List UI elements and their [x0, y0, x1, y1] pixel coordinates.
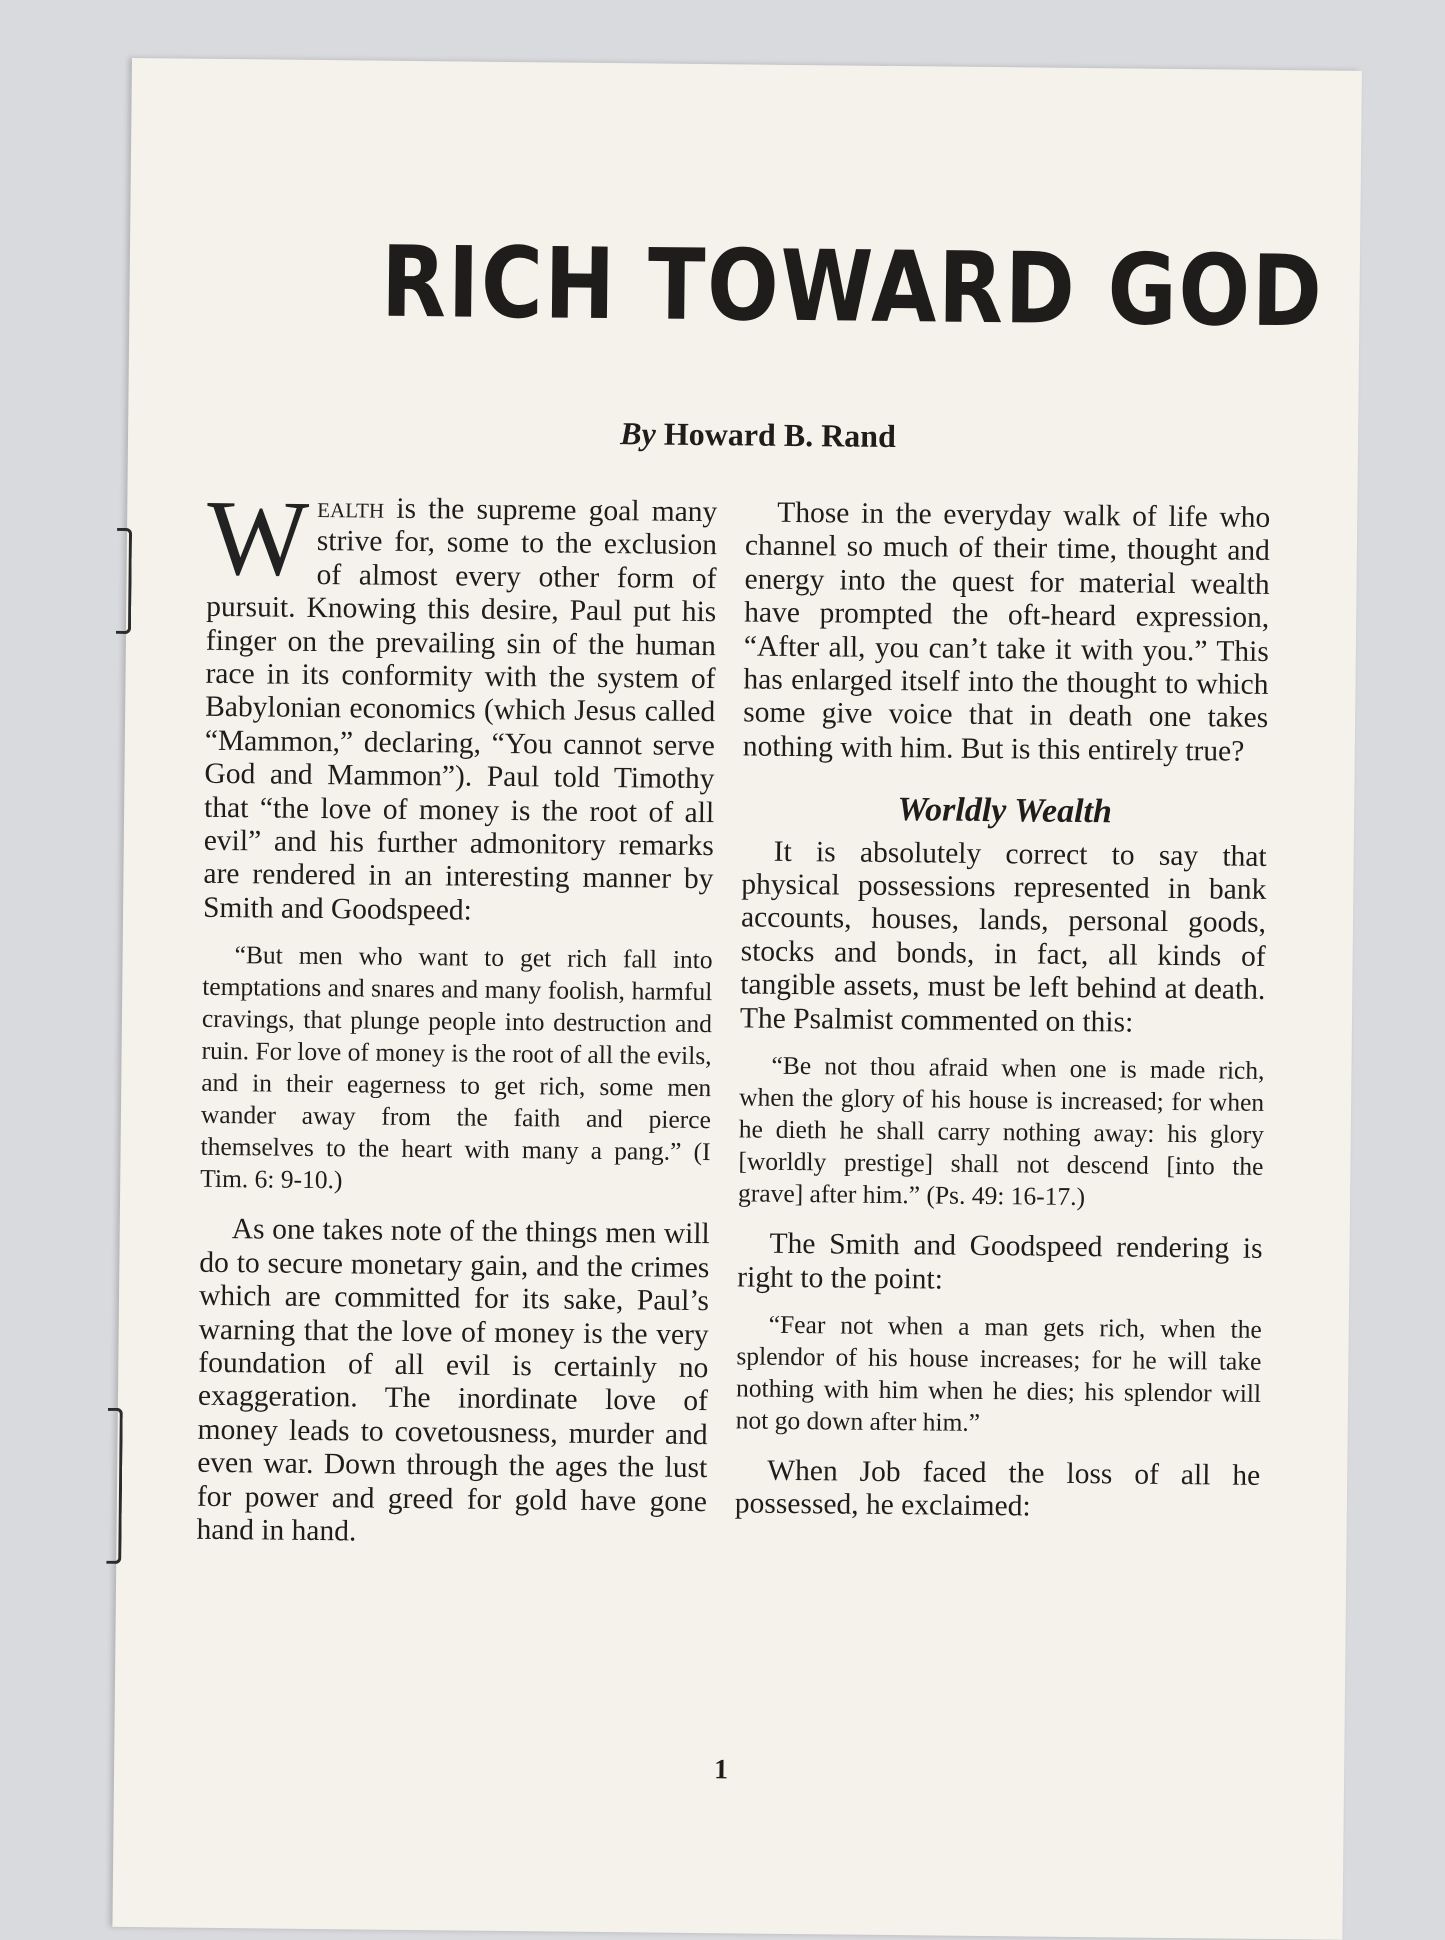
author-name: Howard B. Rand	[663, 415, 897, 455]
staple	[116, 528, 132, 634]
paragraph: Those in the everyday walk of life who channel so much of their time, thought and energy into the quest for material wealth have prompted the oft-heard expression, “After all, you can’t take it with you.” This has enlarged itself into the thought to which some give voice that in death one takes nothing with him. But is this entirely true?	[742, 496, 1271, 768]
subheading: Worldly Wealth	[897, 791, 1113, 831]
first-word-rest: ealth	[317, 491, 385, 525]
block-quote: “Be not thou afraid when one is made rich, when the glory of his house is increased; for when he dieth he shall carry nothing away: his glory [worldly prestige] shall not descend [into the grave] after him.” (Ps. 49: 16-17.)	[737, 1050, 1265, 1212]
staple	[106, 1408, 123, 1564]
drop-cap: W	[206, 478, 310, 599]
right-column	[735, 496, 1271, 1538]
paragraph: When Job faced the loss of all he possessed, he exclaimed:	[734, 1454, 1261, 1523]
paragraph: The Smith and Goodspeed rendering is right to the point:	[737, 1227, 1263, 1296]
byline-prefix: By	[620, 415, 657, 452]
booklet-page	[112, 58, 1362, 1940]
page-number: 1	[713, 1754, 729, 1786]
paragraph-text: is the supreme goal many strive for, some to the exclusion of almost every other form of pursuit. Knowing this desire, Paul put his finger on the prevailing sin of the human race in its conformity with the system of Babylonian economics (which Jesus called “Mammon,” declaring, “You cannot serve God and Mammon”). Paul told Timothy that “the love of money is the root of all evil” and his further admonitory remarks are rendered in an interesting manner by Smith and Goodspeed:	[202, 492, 718, 927]
paragraph: It is absolutely correct to say that physical possessions represented in bank accounts, houses, lands, personal goods, stocks and bonds, in fact, all kinds of tangible assets, must be left behind at death. The Psalmist commented on this:	[739, 835, 1267, 1039]
article-title: RICH TOWARD GOD	[380, 225, 1325, 350]
block-quote: “Fear not when a man gets rich, when the splendor of his house increases; for he will take nothing with him when he dies; his splendor will not go down after him.”	[735, 1309, 1262, 1437]
block-quote: “But men who want to get rich fall into temptations and snares and many foolish, harmful cravings, that plunge people into destruction and ruin. For love of money is the root of all the evils, and in their eagerness to get rich, some men wander away from the faith and pierce themselves to the heart with many a pang.” (I Tim. 6: 9-10.)	[200, 940, 713, 1195]
byline	[318, 412, 1198, 458]
paragraph	[202, 478, 718, 931]
left-column	[196, 478, 718, 1565]
paragraph: As one takes note of the things men will do to secure monetary gain, and the crimes which are committed for its sake, Paul’s warning that the love of money is the very foundation of all evil is certainly no exaggeration. The inordinate love of money leads to covetousness, murder and even war. Down through the ages the lust for power and greed for gold have gone hand in hand.	[196, 1213, 710, 1548]
